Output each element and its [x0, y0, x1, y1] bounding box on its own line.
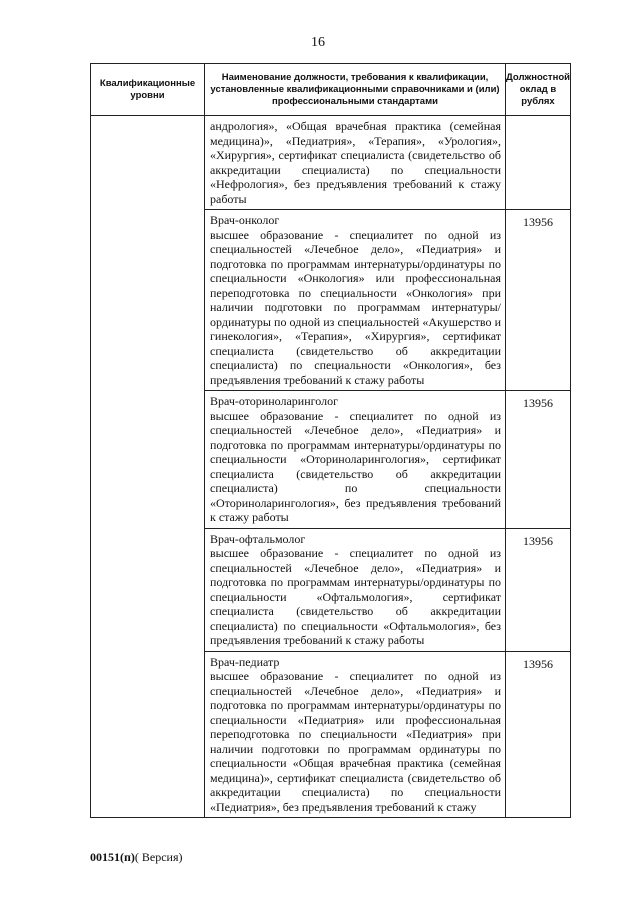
salary-cell	[506, 651, 571, 818]
header-salary: Должностной оклад в рублях	[506, 64, 571, 116]
position-requirements-text: высшее образование - специалитет по одной из специальностей «Лечебное дело», «Педиатрия» и подготовка по программам интернатуры/ординатуры по специальности «Онкология» или профессиональная переподготовка по специальности «Онкология» при наличии подготовки по программам интернатуры/ординатуры по одной из специальностей «Акушерство и гинекология», «Терапия», «Хирургия», сертификат специалиста (свидетельство об аккредитации специалиста) по специальности «Онкология», без предъявления требований к стажу работы	[210, 227, 501, 387]
position-requirements-text: высшее образование - специалитет по одной из специальностей «Лечебное дело», «Педиатрия» и подготовка по программам интернатуры/ординатуры по специальности «Оториноларингология», сертификат специалиста (свидетельство об аккредитации специалиста) по специальности «Оториноларингология», без предъявления требований к стажу работы	[210, 408, 501, 524]
qualification-table	[90, 63, 571, 818]
table-header-row	[91, 64, 571, 116]
position-title: Врач-офтальмолог	[210, 531, 306, 546]
position-title: Врач-оториноларинголог	[210, 394, 339, 408]
page-number: 16	[311, 35, 325, 50]
table-row	[91, 116, 571, 210]
header-position-requirements: Наименование должности, требования к квалификации, установленные квалификационными справочниками и (или) профессиональными стандартами	[205, 64, 506, 116]
position-cell	[205, 391, 506, 529]
header-qualification-levels: Квалификационные уровни	[91, 64, 205, 116]
position-cell	[205, 651, 506, 818]
position-cell	[205, 210, 506, 391]
salary-cell	[506, 210, 571, 391]
position-cell	[205, 528, 506, 651]
salary-cell	[506, 528, 571, 651]
position-requirements-text: андрология», «Общая врачебная практика (семейная медицина)», «Педиатрия», «Терапия», «Урология», «Хирургия», сертификат специалиста (свидетельство об аккредитации специалиста) по специальности «Нефрология», без предъявления требований к стажу работы	[210, 119, 501, 206]
document-version: ( Версия)	[134, 850, 183, 864]
salary-value: 13956	[523, 396, 553, 410]
position-requirements-text: высшее образование - специалитет по одной из специальностей «Лечебное дело», «Педиатрия» и подготовка по программам интернатуры/ординатуры по специальности «Педиатрия» или профессиональная переподготовка по специальности «Педиатрия» при наличии подготовки по программам ординатуры по специальности «Общая врачебная практика (семейная медицина)», сертификат специалиста (свидетельство об аккредитации специалиста) по специальности «Педиатрия», без предъявления требований к стажу	[210, 669, 501, 814]
qualification-level-cell	[91, 116, 205, 818]
document-code: 00151(п)	[90, 850, 135, 864]
salary-value: 13956	[523, 533, 553, 548]
position-title: Врач-онколог	[210, 213, 280, 227]
position-title: Врач-педиатр	[210, 654, 280, 669]
salary-value: 13956	[523, 215, 553, 229]
salary-value	[506, 116, 570, 121]
position-cell	[205, 116, 506, 210]
position-requirements-text: высшее образование - специалитет по одной из специальностей «Лечебное дело», «Педиатрия» и подготовка по программам интернатуры/ординатуры по специальности «Офтальмология», сертификат специалиста (свидетельство об аккредитации специалиста) по специальности «Офтальмология», без предъявления требований к стажу работы	[210, 546, 501, 647]
salary-cell	[506, 116, 571, 210]
salary-cell	[506, 391, 571, 529]
document-footer	[90, 850, 183, 865]
salary-value: 13956	[523, 656, 553, 671]
